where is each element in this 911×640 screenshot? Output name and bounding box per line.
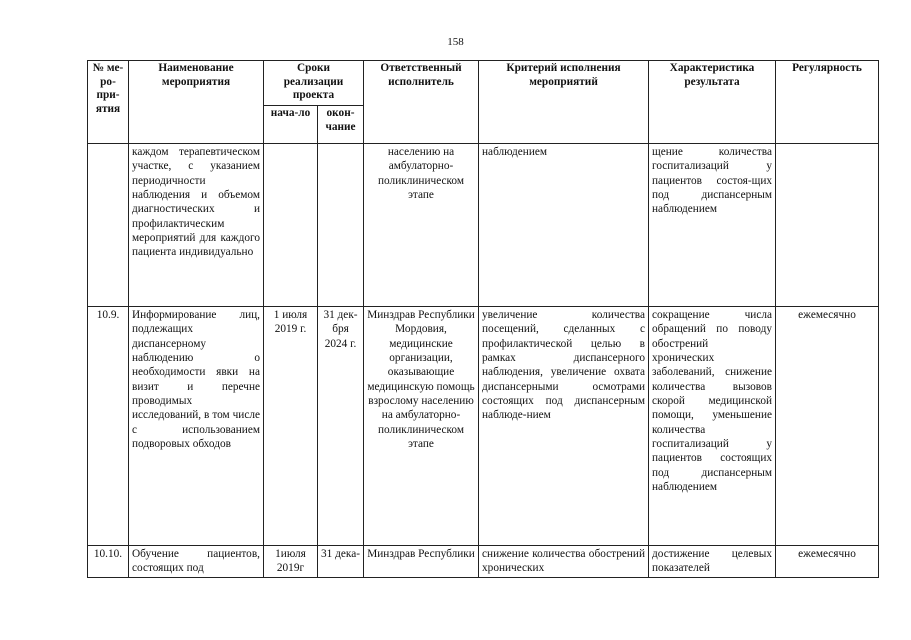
row-num: 10.9. [88, 307, 129, 546]
row-result: щение количества госпитализаций у пациентов состоя-щих под диспансерным наблюдением [649, 144, 776, 307]
row-name: Информирование лиц, подлежащих диспансерному наблюдению о необходимости явки на визит и перечне проводимых исследований, в том числе с использованием подворовых обходов [129, 307, 264, 546]
table-row [88, 546, 879, 578]
row-end: 31 дека- [318, 546, 364, 578]
row-criterion: наблюдением [479, 144, 649, 307]
row-name: Обучение пациентов, состоящих под [129, 546, 264, 578]
row-num [88, 144, 129, 307]
table-row [88, 307, 879, 546]
row-regularity [776, 144, 879, 307]
row-regularity: ежемесячно [776, 546, 879, 578]
table-row [88, 144, 879, 307]
row-executor: Минздрав Республики [364, 546, 479, 578]
row-executor: населению на амбулаторно-поликлиническом этапе [364, 144, 479, 307]
row-num: 10.10. [88, 546, 129, 578]
header-name: Наименование мероприятия [129, 61, 264, 144]
row-name: каждом терапевтическом участке, с указанием периодичности наблюдения и объемом диагностических и профилактическим мероприятий для каждого пациента индивидуально [129, 144, 264, 307]
header-end: окон-чание [318, 106, 364, 144]
row-start [264, 144, 318, 307]
row-start: 1 июля 2019 г. [264, 307, 318, 546]
row-criterion: снижение количества обострений хронических [479, 546, 649, 578]
header-num: № ме-ро-при-ятия [88, 61, 129, 144]
row-regularity: ежемесячно [776, 307, 879, 546]
header-regularity: Регулярность [776, 61, 879, 144]
row-end: 31 дек-бря 2024 г. [318, 307, 364, 546]
row-start: 1июля 2019г [264, 546, 318, 578]
header-executor: Ответственный исполнитель [364, 61, 479, 144]
row-criterion: увеличение количества посещений, сделанных с профилактической целью в рамках диспансерного наблюдения, увеличение охвата диспансерными осмотрами состоящих под диспансерным наблюде-нием [479, 307, 649, 546]
page-number: 158 [447, 36, 464, 48]
header-start: нача-ло [264, 106, 318, 144]
row-executor: Минздрав Республики Мордовия, медицинские организации, оказывающие медицинскую помощь взрослому населению на амбулаторно-поликлиническом этапе [364, 307, 479, 546]
plan-table [87, 60, 879, 578]
row-result: достижение целевых показателей [649, 546, 776, 578]
header-result: Характеристика результата [649, 61, 776, 144]
row-end [318, 144, 364, 307]
row-result: сокращение числа обращений по поводу обострений хронических заболеваний, снижение количества вызовов скорой медицинской помощи, уменьшение количества госпитализаций у пациентов состоящих под диспансерным наблюдением [649, 307, 776, 546]
header-period: Сроки реализации проекта [264, 61, 364, 106]
header-criterion: Критерий исполнения мероприятий [479, 61, 649, 144]
